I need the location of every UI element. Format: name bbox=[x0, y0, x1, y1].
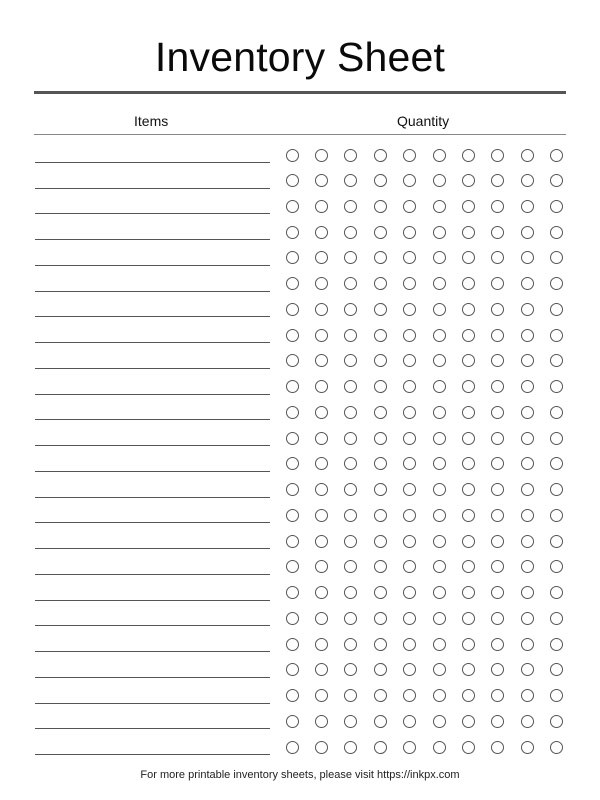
quantity-circle-icon[interactable] bbox=[315, 689, 328, 702]
quantity-circle-icon[interactable] bbox=[521, 303, 534, 316]
quantity-circle-icon[interactable] bbox=[374, 509, 387, 522]
quantity-circle-icon[interactable] bbox=[315, 149, 328, 162]
quantity-circle-icon[interactable] bbox=[550, 354, 563, 367]
quantity-circle-icon[interactable] bbox=[315, 560, 328, 573]
quantity-circle-icon[interactable] bbox=[286, 200, 299, 213]
quantity-circle-icon[interactable] bbox=[344, 432, 357, 445]
quantity-circle-icon[interactable] bbox=[491, 277, 504, 290]
quantity-circle-icon[interactable] bbox=[491, 535, 504, 548]
quantity-circle-icon[interactable] bbox=[286, 741, 299, 754]
quantity-circle-icon[interactable] bbox=[374, 638, 387, 651]
quantity-circle-icon[interactable] bbox=[433, 741, 446, 754]
quantity-circle-icon[interactable] bbox=[315, 277, 328, 290]
inventory-row bbox=[0, 291, 600, 317]
quantity-circle-icon[interactable] bbox=[286, 329, 299, 342]
quantity-circle-icon[interactable] bbox=[550, 303, 563, 316]
quantity-circle-icon[interactable] bbox=[550, 432, 563, 445]
quantity-circle-icon[interactable] bbox=[403, 380, 416, 393]
quantity-circle-icon[interactable] bbox=[550, 689, 563, 702]
quantity-circle-icon[interactable] bbox=[403, 483, 416, 496]
quantity-circle-icon[interactable] bbox=[521, 586, 534, 599]
inventory-row bbox=[0, 446, 600, 472]
quantity-circle-icon[interactable] bbox=[344, 741, 357, 754]
quantity-column-header: Quantity bbox=[397, 113, 450, 129]
quantity-circle-icon[interactable] bbox=[433, 560, 446, 573]
quantity-circle-icon[interactable] bbox=[433, 277, 446, 290]
quantity-circle-icon[interactable] bbox=[403, 715, 416, 728]
quantity-circle-icon[interactable] bbox=[491, 509, 504, 522]
quantity-circle-icon[interactable] bbox=[433, 354, 446, 367]
quantity-circle-icon[interactable] bbox=[286, 354, 299, 367]
quantity-circle-icon[interactable] bbox=[344, 689, 357, 702]
quantity-circle-icon[interactable] bbox=[550, 200, 563, 213]
inventory-row bbox=[0, 266, 600, 292]
quantity-circle-icon[interactable] bbox=[462, 251, 475, 264]
quantity-circle-icon[interactable] bbox=[462, 226, 475, 239]
quantity-circle-icon[interactable] bbox=[462, 149, 475, 162]
quantity-circle-icon[interactable] bbox=[491, 612, 504, 625]
quantity-circle-icon[interactable] bbox=[374, 406, 387, 419]
quantity-circle-icon[interactable] bbox=[403, 174, 416, 187]
quantity-circle-icon[interactable] bbox=[403, 612, 416, 625]
quantity-circle-icon[interactable] bbox=[315, 612, 328, 625]
quantity-circle-icon[interactable] bbox=[315, 406, 328, 419]
quantity-circle-icon[interactable] bbox=[344, 329, 357, 342]
quantity-circle-icon[interactable] bbox=[433, 457, 446, 470]
quantity-circle-icon[interactable] bbox=[403, 689, 416, 702]
quantity-circle-icon[interactable] bbox=[462, 586, 475, 599]
quantity-circle-icon[interactable] bbox=[315, 663, 328, 676]
quantity-circle-icon[interactable] bbox=[550, 329, 563, 342]
quantity-circle-icon[interactable] bbox=[521, 149, 534, 162]
inventory-row bbox=[0, 214, 600, 240]
quantity-circle-icon[interactable] bbox=[433, 509, 446, 522]
quantity-circle-icon[interactable] bbox=[550, 406, 563, 419]
quantity-circle-icon[interactable] bbox=[433, 663, 446, 676]
quantity-circle-icon[interactable] bbox=[521, 329, 534, 342]
quantity-circle-icon[interactable] bbox=[550, 483, 563, 496]
quantity-circle-icon[interactable] bbox=[286, 149, 299, 162]
quantity-circle-icon[interactable] bbox=[462, 535, 475, 548]
quantity-circle-icon[interactable] bbox=[374, 586, 387, 599]
quantity-circle-icon[interactable] bbox=[374, 200, 387, 213]
quantity-circle-icon[interactable] bbox=[315, 251, 328, 264]
quantity-circle-icon[interactable] bbox=[462, 380, 475, 393]
quantity-circle-icon[interactable] bbox=[315, 174, 328, 187]
quantity-circle-icon[interactable] bbox=[403, 277, 416, 290]
inventory-row bbox=[0, 343, 600, 369]
quantity-circle-icon[interactable] bbox=[550, 174, 563, 187]
quantity-circle-icon[interactable] bbox=[433, 149, 446, 162]
inventory-row bbox=[0, 163, 600, 189]
quantity-circle-icon[interactable] bbox=[550, 226, 563, 239]
quantity-circle-icon[interactable] bbox=[550, 277, 563, 290]
quantity-circle-icon[interactable] bbox=[286, 663, 299, 676]
quantity-circle-icon[interactable] bbox=[344, 715, 357, 728]
quantity-circle-icon[interactable] bbox=[433, 715, 446, 728]
quantity-circle-icon[interactable] bbox=[374, 303, 387, 316]
quantity-circle-icon[interactable] bbox=[521, 638, 534, 651]
quantity-circle-icon[interactable] bbox=[462, 432, 475, 445]
quantity-circle-icon[interactable] bbox=[491, 200, 504, 213]
inventory-row bbox=[0, 472, 600, 498]
inventory-row bbox=[0, 575, 600, 601]
quantity-circle-icon[interactable] bbox=[462, 663, 475, 676]
quantity-circle-icon[interactable] bbox=[374, 663, 387, 676]
quantity-circle-icon[interactable] bbox=[462, 174, 475, 187]
quantity-circle-icon[interactable] bbox=[374, 741, 387, 754]
inventory-row bbox=[0, 549, 600, 575]
quantity-circle-icon[interactable] bbox=[521, 251, 534, 264]
inventory-row bbox=[0, 626, 600, 652]
inventory-row bbox=[0, 497, 600, 523]
quantity-circle-icon[interactable] bbox=[521, 380, 534, 393]
quantity-circle-icon[interactable] bbox=[491, 457, 504, 470]
inventory-row bbox=[0, 652, 600, 678]
quantity-circle-icon[interactable] bbox=[433, 200, 446, 213]
quantity-circle-icon[interactable] bbox=[374, 251, 387, 264]
quantity-circle-icon[interactable] bbox=[521, 457, 534, 470]
quantity-circle-icon[interactable] bbox=[374, 380, 387, 393]
quantity-circle-icon[interactable] bbox=[462, 612, 475, 625]
quantity-circle-icon[interactable] bbox=[521, 200, 534, 213]
quantity-circle-icon[interactable] bbox=[403, 251, 416, 264]
quantity-circle-icon[interactable] bbox=[521, 509, 534, 522]
quantity-circle-icon[interactable] bbox=[315, 535, 328, 548]
inventory-row bbox=[0, 678, 600, 704]
quantity-circle-icon[interactable] bbox=[462, 689, 475, 702]
inventory-row bbox=[0, 600, 600, 626]
quantity-circle-icon[interactable] bbox=[550, 741, 563, 754]
quantity-circle-icon[interactable] bbox=[344, 354, 357, 367]
quantity-circle-icon[interactable] bbox=[403, 406, 416, 419]
quantity-circle-icon[interactable] bbox=[403, 741, 416, 754]
quantity-circle-icon[interactable] bbox=[491, 586, 504, 599]
quantity-circle-icon[interactable] bbox=[286, 715, 299, 728]
quantity-circle-icon[interactable] bbox=[433, 251, 446, 264]
quantity-circle-icon[interactable] bbox=[433, 174, 446, 187]
quantity-circle-icon[interactable] bbox=[491, 226, 504, 239]
quantity-circle-icon[interactable] bbox=[344, 174, 357, 187]
quantity-circle-icon[interactable] bbox=[315, 200, 328, 213]
quantity-circle-icon[interactable] bbox=[550, 586, 563, 599]
quantity-circle-icon[interactable] bbox=[344, 663, 357, 676]
inventory-row bbox=[0, 523, 600, 549]
quantity-circle-icon[interactable] bbox=[403, 509, 416, 522]
items-column-header: Items bbox=[134, 113, 169, 129]
title-divider bbox=[34, 91, 566, 94]
quantity-circle-icon[interactable] bbox=[286, 432, 299, 445]
quantity-circle-icon[interactable] bbox=[286, 406, 299, 419]
quantity-circle-icon[interactable] bbox=[462, 354, 475, 367]
quantity-circle-icon[interactable] bbox=[521, 277, 534, 290]
quantity-circle-icon[interactable] bbox=[374, 689, 387, 702]
quantity-circle-icon[interactable] bbox=[521, 483, 534, 496]
quantity-circle-icon[interactable] bbox=[315, 226, 328, 239]
quantity-circle-icon[interactable] bbox=[374, 483, 387, 496]
quantity-circle-icon[interactable] bbox=[286, 251, 299, 264]
quantity-circle-icon[interactable] bbox=[433, 586, 446, 599]
quantity-circle-icon[interactable] bbox=[462, 200, 475, 213]
quantity-circle-icon[interactable] bbox=[403, 149, 416, 162]
quantity-circle-icon[interactable] bbox=[403, 638, 416, 651]
inventory-row bbox=[0, 729, 600, 755]
quantity-circle-icon[interactable] bbox=[315, 483, 328, 496]
quantity-circle-icon[interactable] bbox=[491, 483, 504, 496]
quantity-circle-icon[interactable] bbox=[286, 535, 299, 548]
quantity-circle-icon[interactable] bbox=[462, 715, 475, 728]
quantity-circle-icon[interactable] bbox=[286, 638, 299, 651]
quantity-circle-icon[interactable] bbox=[462, 509, 475, 522]
quantity-circle-icon[interactable] bbox=[491, 406, 504, 419]
quantity-circle-icon[interactable] bbox=[491, 663, 504, 676]
quantity-circle-icon[interactable] bbox=[315, 329, 328, 342]
quantity-circle-icon[interactable] bbox=[315, 638, 328, 651]
quantity-circle-icon[interactable] bbox=[374, 149, 387, 162]
quantity-circle-icon[interactable] bbox=[315, 715, 328, 728]
quantity-circle-icon[interactable] bbox=[550, 509, 563, 522]
quantity-circle-icon[interactable] bbox=[550, 535, 563, 548]
quantity-circle-icon[interactable] bbox=[491, 741, 504, 754]
quantity-circle-icon[interactable] bbox=[403, 329, 416, 342]
quantity-circle-icon[interactable] bbox=[286, 483, 299, 496]
quantity-circle-icon[interactable] bbox=[403, 200, 416, 213]
quantity-circle-icon[interactable] bbox=[374, 612, 387, 625]
quantity-circle-icon[interactable] bbox=[462, 329, 475, 342]
quantity-circle-icon[interactable] bbox=[315, 586, 328, 599]
quantity-circle-icon[interactable] bbox=[403, 586, 416, 599]
quantity-circle-icon[interactable] bbox=[315, 380, 328, 393]
item-write-line[interactable] bbox=[35, 754, 270, 755]
quantity-circle-icon[interactable] bbox=[433, 380, 446, 393]
quantity-circle-icon[interactable] bbox=[344, 535, 357, 548]
quantity-circle-icon[interactable] bbox=[462, 457, 475, 470]
quantity-circle-icon[interactable] bbox=[550, 251, 563, 264]
quantity-circle-icon[interactable] bbox=[344, 200, 357, 213]
quantity-circle-icon[interactable] bbox=[433, 226, 446, 239]
quantity-circle-icon[interactable] bbox=[403, 560, 416, 573]
quantity-circle-icon[interactable] bbox=[374, 174, 387, 187]
quantity-circle-icon[interactable] bbox=[286, 226, 299, 239]
quantity-circle-icon[interactable] bbox=[286, 509, 299, 522]
quantity-circle-icon[interactable] bbox=[374, 226, 387, 239]
quantity-circle-icon[interactable] bbox=[286, 380, 299, 393]
quantity-circle-icon[interactable] bbox=[462, 406, 475, 419]
quantity-circle-icon[interactable] bbox=[550, 457, 563, 470]
quantity-circle-icon[interactable] bbox=[286, 457, 299, 470]
inventory-row bbox=[0, 317, 600, 343]
quantity-circle-icon[interactable] bbox=[344, 586, 357, 599]
quantity-circle-icon[interactable] bbox=[521, 535, 534, 548]
quantity-circle-icon[interactable] bbox=[286, 689, 299, 702]
quantity-circle-icon[interactable] bbox=[491, 303, 504, 316]
inventory-row bbox=[0, 188, 600, 214]
quantity-circle-icon[interactable] bbox=[344, 638, 357, 651]
quantity-circle-icon[interactable] bbox=[550, 638, 563, 651]
quantity-circle-icon[interactable] bbox=[462, 638, 475, 651]
quantity-circle-icon[interactable] bbox=[462, 741, 475, 754]
quantity-circle-icon[interactable] bbox=[344, 303, 357, 316]
quantity-circle-icon[interactable] bbox=[550, 560, 563, 573]
quantity-circle-icon[interactable] bbox=[491, 149, 504, 162]
quantity-circle-icon[interactable] bbox=[403, 303, 416, 316]
quantity-circle-icon[interactable] bbox=[433, 432, 446, 445]
quantity-circle-icon[interactable] bbox=[403, 535, 416, 548]
quantity-circle-icon[interactable] bbox=[491, 251, 504, 264]
page-title: Inventory Sheet bbox=[154, 34, 446, 80]
quantity-circle-icon[interactable] bbox=[550, 149, 563, 162]
quantity-circle-icon[interactable] bbox=[491, 380, 504, 393]
quantity-circle-icon[interactable] bbox=[491, 560, 504, 573]
quantity-circle-icon[interactable] bbox=[344, 509, 357, 522]
quantity-circle-icon[interactable] bbox=[344, 149, 357, 162]
quantity-circle-icon[interactable] bbox=[491, 174, 504, 187]
quantity-circle-icon[interactable] bbox=[374, 354, 387, 367]
quantity-circle-icon[interactable] bbox=[286, 586, 299, 599]
quantity-circle-icon[interactable] bbox=[286, 560, 299, 573]
quantity-circle-icon[interactable] bbox=[315, 509, 328, 522]
quantity-circle-icon[interactable] bbox=[344, 251, 357, 264]
quantity-circle-icon[interactable] bbox=[344, 612, 357, 625]
quantity-circle-icon[interactable] bbox=[521, 663, 534, 676]
quantity-circle-icon[interactable] bbox=[521, 560, 534, 573]
quantity-circle-icon[interactable] bbox=[550, 663, 563, 676]
quantity-circle-icon[interactable] bbox=[374, 535, 387, 548]
quantity-circle-icon[interactable] bbox=[374, 277, 387, 290]
quantity-circle-icon[interactable] bbox=[491, 715, 504, 728]
quantity-circle-icon[interactable] bbox=[315, 457, 328, 470]
quantity-circle-icon[interactable] bbox=[433, 406, 446, 419]
quantity-circle-icon[interactable] bbox=[344, 277, 357, 290]
quantity-circle-icon[interactable] bbox=[521, 612, 534, 625]
quantity-circle-icon[interactable] bbox=[374, 715, 387, 728]
quantity-circle-icon[interactable] bbox=[521, 406, 534, 419]
quantity-circle-icon[interactable] bbox=[315, 741, 328, 754]
quantity-circle-icon[interactable] bbox=[462, 560, 475, 573]
quantity-circle-icon[interactable] bbox=[521, 741, 534, 754]
quantity-circle-icon[interactable] bbox=[374, 432, 387, 445]
quantity-circle-icon[interactable] bbox=[550, 380, 563, 393]
quantity-circle-icon[interactable] bbox=[403, 226, 416, 239]
quantity-circle-icon[interactable] bbox=[521, 432, 534, 445]
inventory-row bbox=[0, 394, 600, 420]
quantity-circle-icon[interactable] bbox=[403, 432, 416, 445]
quantity-circle-icon[interactable] bbox=[521, 226, 534, 239]
quantity-circle-icon[interactable] bbox=[344, 560, 357, 573]
quantity-circle-icon[interactable] bbox=[344, 380, 357, 393]
quantity-circle-icon[interactable] bbox=[403, 663, 416, 676]
quantity-circle-icon[interactable] bbox=[286, 612, 299, 625]
footer-note: For more printable inventory sheets, please visit https://inkpx.com bbox=[140, 769, 460, 781]
quantity-circle-icon[interactable] bbox=[344, 226, 357, 239]
inventory-row bbox=[0, 137, 600, 163]
inventory-row bbox=[0, 369, 600, 395]
quantity-circle-icon[interactable] bbox=[374, 560, 387, 573]
quantity-circle-icon[interactable] bbox=[286, 303, 299, 316]
quantity-circle-icon[interactable] bbox=[344, 457, 357, 470]
inventory-row bbox=[0, 240, 600, 266]
quantity-circle-icon[interactable] bbox=[521, 715, 534, 728]
quantity-circle-icon[interactable] bbox=[491, 638, 504, 651]
quantity-circle-icon[interactable] bbox=[433, 329, 446, 342]
quantity-circle-icon[interactable] bbox=[462, 303, 475, 316]
quantity-circle-icon[interactable] bbox=[433, 303, 446, 316]
quantity-circle-icon[interactable] bbox=[374, 329, 387, 342]
quantity-circle-icon[interactable] bbox=[462, 277, 475, 290]
quantity-circle-icon[interactable] bbox=[344, 483, 357, 496]
inventory-row bbox=[0, 703, 600, 729]
quantity-circle-icon[interactable] bbox=[315, 303, 328, 316]
quantity-circle-icon[interactable] bbox=[315, 432, 328, 445]
quantity-circle-icon[interactable] bbox=[433, 638, 446, 651]
quantity-circle-icon[interactable] bbox=[403, 457, 416, 470]
quantity-circle-icon[interactable] bbox=[491, 354, 504, 367]
quantity-circle-icon[interactable] bbox=[521, 689, 534, 702]
quantity-circle-icon[interactable] bbox=[521, 354, 534, 367]
quantity-circle-icon[interactable] bbox=[491, 689, 504, 702]
quantity-circle-icon[interactable] bbox=[374, 457, 387, 470]
quantity-circle-icon[interactable] bbox=[403, 354, 416, 367]
quantity-circle-icon[interactable] bbox=[433, 483, 446, 496]
quantity-circle-icon[interactable] bbox=[433, 689, 446, 702]
quantity-circle-icon[interactable] bbox=[433, 612, 446, 625]
quantity-circle-icon[interactable] bbox=[550, 715, 563, 728]
quantity-circle-icon[interactable] bbox=[286, 174, 299, 187]
quantity-circle-icon[interactable] bbox=[491, 329, 504, 342]
quantity-circle-icon[interactable] bbox=[344, 406, 357, 419]
quantity-circle-icon[interactable] bbox=[315, 354, 328, 367]
inventory-row bbox=[0, 420, 600, 446]
quantity-circle-icon[interactable] bbox=[286, 277, 299, 290]
quantity-circle-icon[interactable] bbox=[433, 535, 446, 548]
quantity-circle-icon[interactable] bbox=[462, 483, 475, 496]
quantity-circle-icon[interactable] bbox=[550, 612, 563, 625]
quantity-circle-icon[interactable] bbox=[491, 432, 504, 445]
quantity-circle-icon[interactable] bbox=[521, 174, 534, 187]
header-divider bbox=[34, 134, 566, 135]
